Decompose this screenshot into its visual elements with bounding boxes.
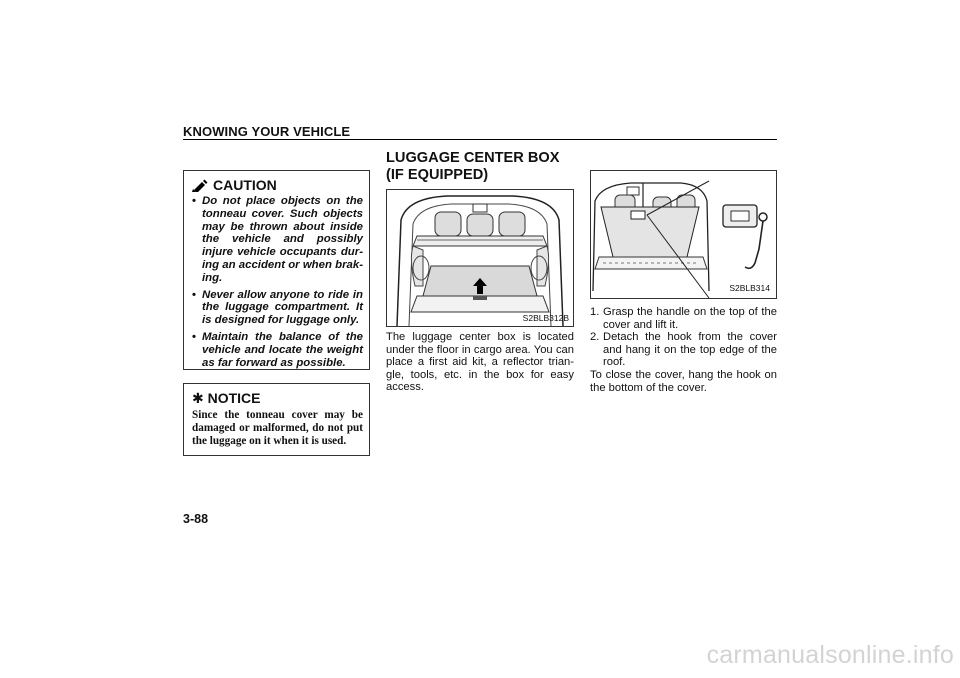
figure2-code: S2BLB314: [729, 283, 770, 293]
page-number: 3-88: [183, 512, 209, 526]
luggage-box-paragraph: The luggage center box is located under the floor in cargo area. You can place a first aid kit, a reflector trian-gle, tools, etc. in the box for easy access.: [386, 331, 574, 394]
section-title-line2: (IF EQUIPPED): [386, 167, 489, 183]
instruction-steps: [590, 306, 777, 394]
cover-hook-illustration: [591, 171, 776, 298]
cargo-area-illustration: [387, 190, 573, 326]
step-text: Detach the hook from the cover and hang it on the top edge of the roof.: [603, 331, 777, 369]
notice-body: Since the tonneau cover may be damaged or malformed, do not put the luggage on it when it is used.: [192, 409, 363, 447]
section-title: [386, 150, 560, 184]
caution-list: [192, 195, 363, 369]
caution-item: • Do not place objects on the tonneau cover. Such objects may be thrown about inside the vehicle and possibly injure vehicle occupants dur-ing an accident or when brak-ing.: [192, 195, 363, 285]
step-number: 2.: [590, 331, 600, 344]
closing-instruction: To close the cover, hang the hook on the bottom of the cover.: [590, 368, 777, 394]
section-title-line1: LUGGAGE CENTER BOX: [386, 150, 560, 166]
caution-box: [183, 170, 370, 370]
caution-title-text: CAUTION: [213, 177, 277, 193]
notice-title: ✱ NOTICE: [192, 390, 261, 406]
notice-box: [183, 383, 370, 456]
cargo-area-figure: [386, 189, 574, 327]
caution-item: • Never allow anyone to ride in the luggage compartment. It is designed for luggage only.: [192, 289, 363, 327]
caution-item: • Maintain the balance of the vehicle and locate the weight as far forward as possible.: [192, 331, 363, 369]
step-number: 1.: [590, 306, 600, 318]
caution-title: [192, 177, 363, 193]
figure1-code: S2BLB312B: [522, 313, 569, 323]
step-item: [590, 331, 777, 369]
step-text: Grasp the handle on the top of the cover and lift it.: [603, 306, 777, 331]
pencil-icon: [192, 178, 208, 192]
watermark: carmanualsonline.info: [706, 641, 954, 669]
cover-hook-figure: [590, 170, 777, 299]
running-header: KNOWING YOUR VEHICLE: [183, 124, 351, 139]
header-rule: [183, 139, 777, 140]
step-item: [590, 306, 777, 331]
